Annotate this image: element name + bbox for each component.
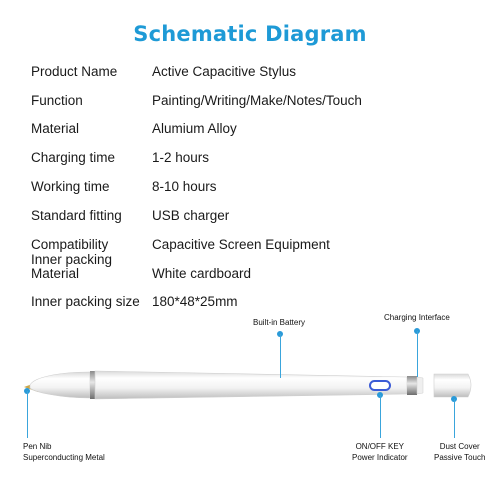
spec-value: USB charger <box>152 208 230 223</box>
dust-cover <box>434 374 471 397</box>
callout-label: Passive Touch <box>434 453 486 462</box>
spec-value: 8-10 hours <box>152 179 217 194</box>
onoff-key <box>370 381 390 390</box>
spec-label: Compatibility <box>31 237 109 252</box>
leader-line <box>417 331 418 377</box>
callout-label: Charging Interface <box>384 313 450 322</box>
leader-line <box>454 399 455 438</box>
spec-value: Active Capacitive Stylus <box>152 64 297 79</box>
callout-label: Superconducting Metal <box>23 453 105 462</box>
spec-value: Painting/Writing/Make/Notes/Touch <box>152 93 362 108</box>
spec-label: Function <box>31 93 83 108</box>
callout-label: Dust Cover <box>439 442 480 451</box>
spec-value: Capacitive Screen Equipment <box>152 237 330 252</box>
spec-label: Working time <box>31 179 110 194</box>
callout-label: Pen Nib <box>23 442 52 451</box>
leader-line <box>27 391 28 438</box>
callout-onoff-key <box>352 441 408 463</box>
spec-value: Alumium Alloy <box>152 121 237 136</box>
spec-value: White cardboard <box>152 266 252 281</box>
callout-charging-interface <box>384 312 450 323</box>
pen-end-band <box>407 376 417 395</box>
spec-label: Inner packing Material <box>31 252 113 281</box>
pen-cone <box>30 372 90 398</box>
callout-built-in-battery <box>253 317 305 328</box>
callout-label: Built-in Battery <box>253 318 306 327</box>
spec-label: Standard fitting <box>31 208 122 223</box>
callout-pen-nib <box>23 441 105 463</box>
callout-label: Power Indicator <box>352 453 408 462</box>
pen-barrel <box>95 371 407 399</box>
spec-label: Inner packing size <box>31 294 140 309</box>
pen-ring <box>90 371 95 399</box>
spec-label: Product Name <box>31 64 118 79</box>
page-title: Schematic Diagram <box>133 22 367 46</box>
callout-dust-cover <box>434 441 485 463</box>
spec-label: Charging time <box>31 150 116 165</box>
spec-label: Material <box>31 121 80 136</box>
leader-line <box>280 334 281 378</box>
callout-label: ON/OFF KEY <box>355 442 405 451</box>
leader-line <box>380 395 381 438</box>
spec-value: 180*48*25mm <box>152 294 238 309</box>
pen-end-cap <box>417 377 423 394</box>
spec-value: 1-2 hours <box>152 150 210 165</box>
